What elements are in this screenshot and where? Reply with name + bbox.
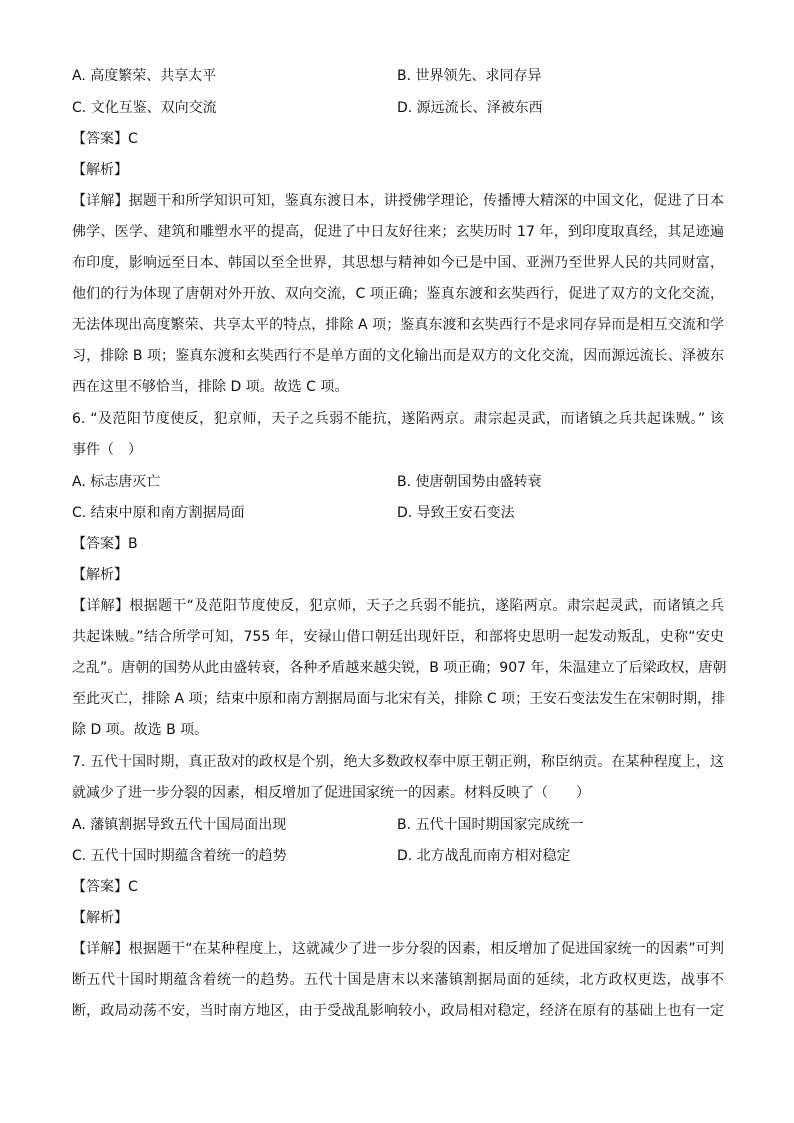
q6-detail-line-1: 【详解】根据题干“及范阳节度使反，犯京师，天子之兵弱不能抗，遂陷两京。肃宗起灵武，而诸镇之兵 [72, 598, 724, 614]
q5-option-d: D. 源远流长、泽被东西 [397, 100, 543, 116]
q6-option-c: C. 结束中原和南方割据局面 [72, 505, 245, 521]
q5-option-b: B. 世界领先、求同存异 [397, 68, 542, 84]
q6-option-b: B. 使唐朝国势由盛转衰 [397, 474, 542, 490]
q6-analysis-label: 【解析】 [72, 567, 128, 583]
q5-option-c: C. 文化互鉴、双向交流 [72, 100, 217, 116]
q6-option-d: D. 导致王安石变法 [397, 505, 515, 521]
q7-detail-line-3: 断，政局动荡不安，当时南方地区，由于受战乱影响较小，政局相对稳定，经济在原有的基础上也有一定 [72, 1003, 724, 1019]
q7-stem-line-2: 就减少了进一步分裂的因素，相反增加了促进国家统一的因素。材料反映了（ ） [72, 785, 590, 801]
q5-detail-line-7: 西在这里不够恰当，排除 D 项。故选 C 项。 [72, 379, 349, 395]
q5-detail-line-3: 布印度，影响远至日本、韩国以至全世界，其思想与精神如今已是中国、亚洲乃至世界人民的共同财富， [72, 255, 724, 271]
q7-option-a: A. 藩镇割据导致五代十国局面出现 [72, 817, 287, 833]
q5-detail-line-5: 无法体现出高度繁荣、共享太平的特点，排除 A 项；鉴真东渡和玄奘西行不是求同存异而是相互交流和学 [72, 317, 724, 333]
q5-detail-line-2: 佛学、医学、建筑和雕塑水平的提高，促进了中日友好往来；玄奘历时 17 年，到印度取真经，其足迹遍 [72, 224, 724, 240]
q5-detail-label: 【详解】 [72, 193, 129, 209]
q6-detail-line-3: 之乱”。唐朝的国势从此由盛转衰，各种矛盾越来越尖锐，B 项正确；907 年，朱温建立了后梁政权，唐朝 [72, 660, 727, 676]
q7-answer: 【答案】C [72, 879, 138, 895]
q5-option-a: A. 高度繁荣、共享太平 [72, 68, 217, 84]
q7-option-c: C. 五代十国时期蕴含着统一的趋势 [72, 848, 287, 864]
q5-detail-line-1: 【详解】据题干和所学知识可知，鉴真东渡日本，讲授佛学理论，传播博大精深的中国文化，促进了日本 [72, 193, 725, 209]
q7-detail-label: 【详解】 [72, 941, 129, 957]
q5-analysis-label: 【解析】 [72, 162, 128, 178]
q7-option-d: D. 北方战乱而南方相对稳定 [397, 848, 571, 864]
q6-detail-label: 【详解】 [72, 598, 130, 614]
q6-option-a: A. 标志唐灭亡 [72, 474, 161, 490]
q5-detail-line-4: 他们的行为体现了唐朝对外开放、双向交流，C 项正确；鉴真东渡和玄奘西行，促进了双方的文化交流， [72, 286, 724, 302]
q7-detail-line-2: 断五代十国时期蕴含着统一的趋势。五代十国是唐末以来藩镇割据局面的延续，北方政权更迭，战事不 [72, 972, 724, 988]
q6-detail-line-5: 除 D 项。故选 B 项。 [72, 722, 209, 738]
q6-stem-line-1: 6. “及范阳节度使反，犯京师，天子之兵弱不能抗，遂陷两京。肃宗起灵武，而诸镇之兵共起诛贼。” 该 [72, 411, 724, 427]
q5-answer: 【答案】C [72, 131, 138, 147]
q7-option-b: B. 五代十国时期国家完成统一 [397, 817, 584, 833]
q6-answer: 【答案】B [72, 536, 138, 552]
q6-stem-line-2: 事件（ ） [72, 442, 142, 458]
q7-analysis-label: 【解析】 [72, 910, 128, 926]
q5-detail-line-6: 习，排除 B 项；鉴真东渡和玄奘西行不是单方面的文化输出而是双方的文化交流，因而源远流长、泽被东 [72, 348, 724, 364]
q7-stem-line-1: 7. 五代十国时期，真正敌对的政权是个别，绝大多数政权奉中原王朝正朔，称臣纳贡。在某种程度上，这 [72, 754, 724, 770]
q6-detail-line-2: 共起诛贼。”结合所学可知，755 年，安禄山借口朝廷出现奸臣，和部将史思明一起发动叛乱，史称“安史 [72, 629, 724, 645]
q7-detail-line-1: 【详解】根据题干“在某种程度上，这就减少了进一步分裂的因素，相反增加了促进国家统一的因素”可判 [72, 941, 724, 957]
q6-detail-line-4: 至此灭亡，排除 A 项；结束中原和南方割据局面与北宋有关，排除 C 项；王安石变法发生在宋朝时期，排 [72, 691, 726, 707]
